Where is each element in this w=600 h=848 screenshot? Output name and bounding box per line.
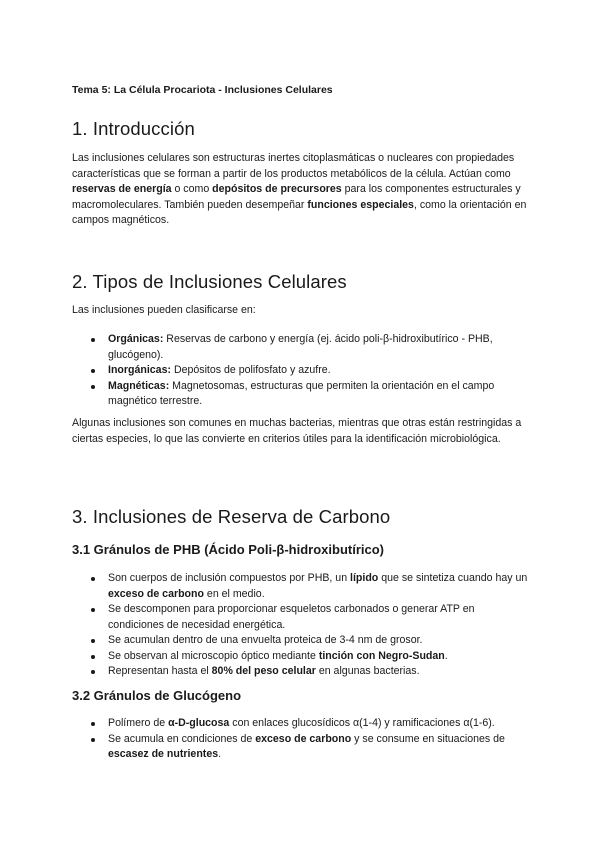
tipos-closing: Algunas inclusiones son comunes en muchas bacterias, mientras que otras están restringidas a ciertas especies, lo que las convierte en criterios útiles para la identificación microbiológica. [72,417,522,445]
list-item: Se observan al microscopio óptico mediante tinción con Negro-Sudan. [72,649,528,665]
phb-list [72,571,528,680]
intro-paragraph: Las inclusiones celulares son estructuras inertes citoplasmáticas o nucleares con propiedades características que se forman a partir de los productos metabólicos de la célula. Actúan como reservas de energía o como depósitos de precursores para los componentes estructurales y macromoleculares. También pueden desempeñar funciones especiales, como la orientación en campos magnéticos. [72,152,527,226]
heading-introduccion: 1. Introducción [72,118,195,139]
list-item: Polímero de α-D-glucosa con enlaces glucosídicos α(1-4) y ramificaciones α(1-6). [72,716,528,732]
tipos-lead: Las inclusiones pueden clasificarse en: [72,304,256,316]
heading-reserva-carbono: 3. Inclusiones de Reserva de Carbono [72,506,391,527]
list-item: Se descomponen para proporcionar esqueletos carbonados o generar ATP en condiciones de necesidad energética. [72,602,528,633]
list-item: Magnéticas: Magnetosomas, estructuras que permiten la orientación en el campo magnético terrestre. [72,379,528,410]
glucogeno-list [72,716,528,763]
heading-tipos: 2. Tipos de Inclusiones Celulares [72,271,347,292]
heading-glucogeno: 3.2 Gránulos de Glucógeno [72,688,242,703]
list-item: Representan hasta el 80% del peso celular en algunas bacterias. [72,664,528,680]
document-title: Tema 5: La Célula Procariota - Inclusiones Celulares [72,84,333,96]
list-item: Orgánicas: Reservas de carbono y energía (ej. ácido poli-β-hidroxibutírico - PHB, glucógeno). [72,332,528,363]
tipos-list [72,332,528,410]
heading-phb: 3.1 Gránulos de PHB (Ácido Poli-β-hidroxibutírico) [72,542,385,557]
list-item: Son cuerpos de inclusión compuestos por PHB, un lípido que se sintetiza cuando hay un exceso de carbono en el medio. [72,571,528,602]
list-item: Se acumula en condiciones de exceso de carbono y se consume en situaciones de escasez de nutrientes. [72,732,528,763]
list-item: Se acumulan dentro de una envuelta proteica de 3-4 nm de grosor. [72,633,528,649]
list-item: Inorgánicas: Depósitos de polifosfato y azufre. [72,363,528,379]
